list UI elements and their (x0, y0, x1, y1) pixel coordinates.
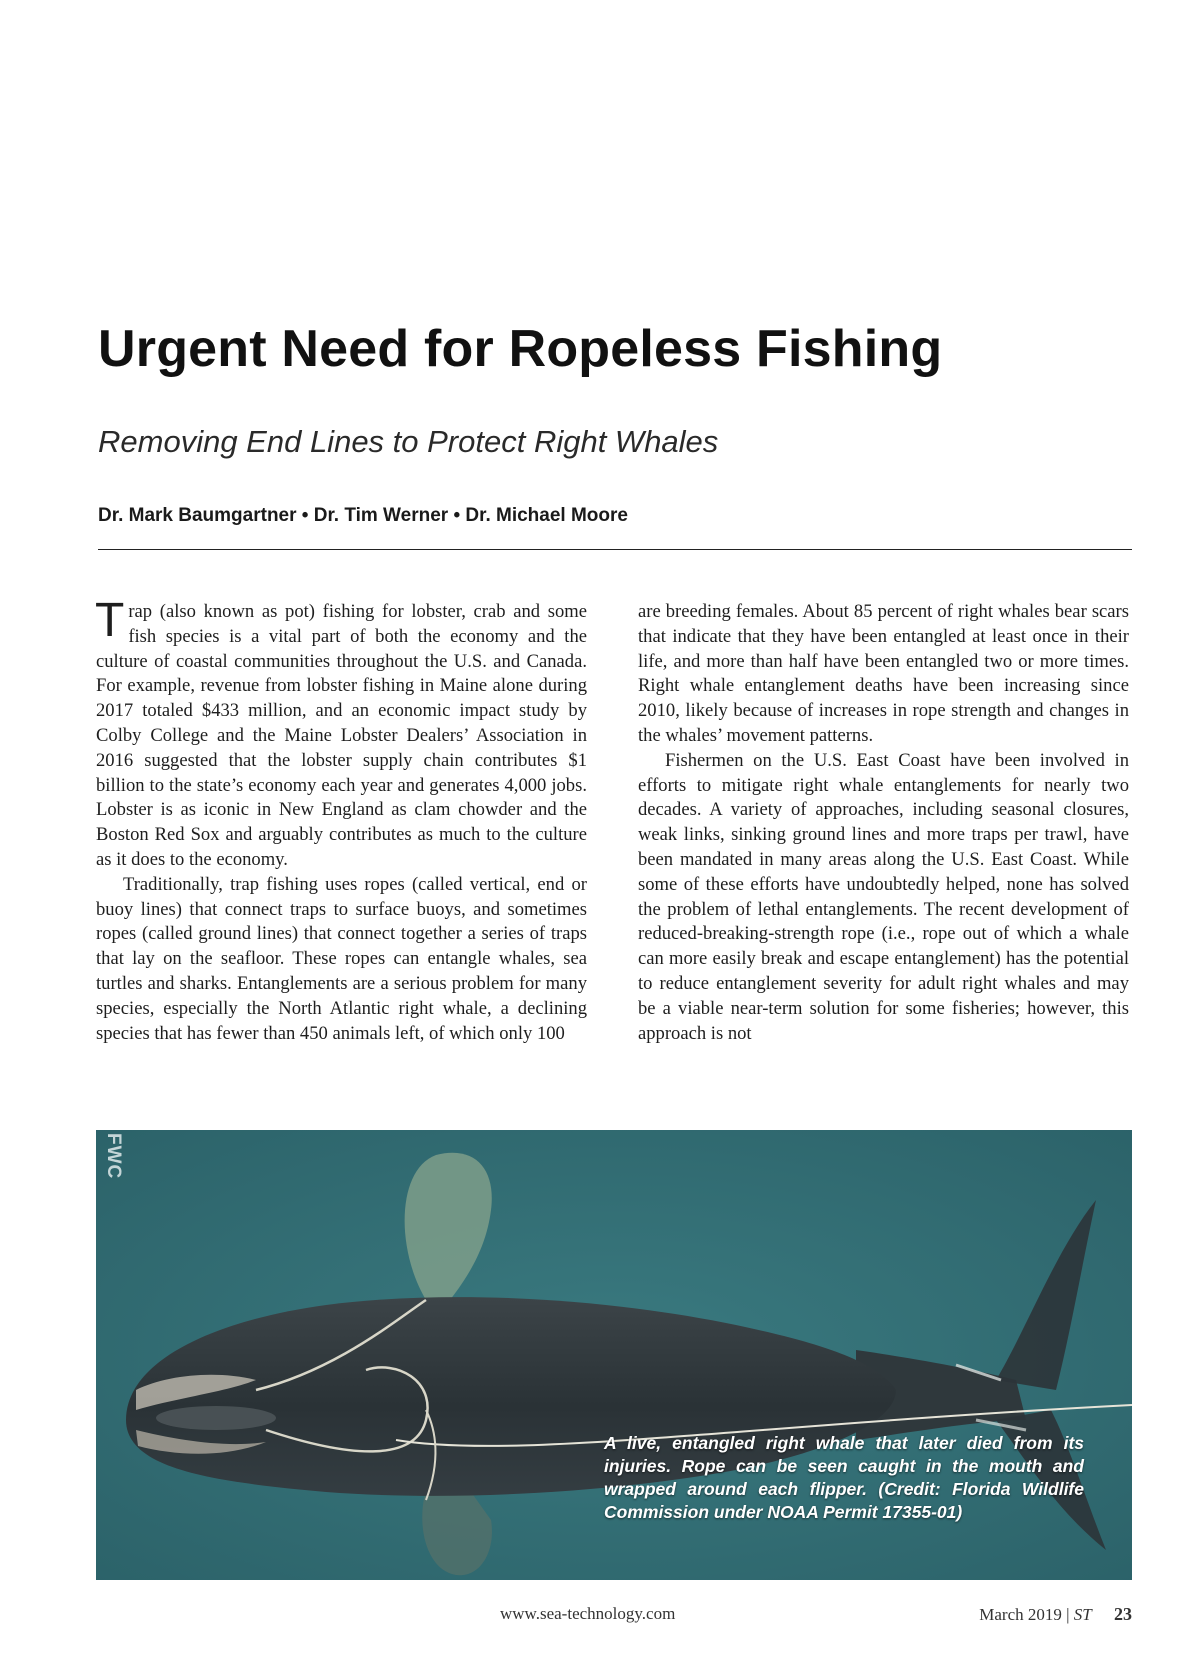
paragraph-1-text: rap (also known as pot) fishing for lobster, crab and some fish species is a vital part of both the economy and the culture of coastal communities throughout the U.S. and Canada. For example, revenue from lobster fishing in Maine alone during 2017 totaled $433 million, and an economic impact study by Colby College and the Maine Lobster Dealers’ Association in 2016 suggested that the lobster supply chain contributes $1 billion to the state’s economy each year and generates 4,000 jobs. Lobster is as iconic in New England as clam chowder and the Boston Red Sox and arguably contributes as much to the culture as it does to the economy. (96, 601, 587, 870)
header-divider (98, 549, 1132, 550)
photo-watermark: FWC (103, 1133, 124, 1180)
magazine-abbrev: ST (1073, 1605, 1092, 1624)
article-subtitle: Removing End Lines to Protect Right Whales (98, 424, 719, 459)
paragraph-3: are breeding females. About 85 percent of right whales bear scars that indicate that they have been entangled at least once in their life, and more than half have been entangled two or more times. Right whale entanglement deaths have been increasing since 2010, likely because of increases in rope strength and changes in the whales’ movement patterns. (638, 601, 1129, 746)
paragraph-4: Fishermen on the U.S. East Coast have been involved in efforts to mitigate right whale entanglements for nearly two decades. A variety of approaches, including seasonal closures, weak links, sinking ground lines and more traps per trawl, have been mandated in many areas along the U.S. East Coast. While some of these efforts have undoubtedly helped, none has solved the problem of lethal entanglements. The recent development of reduced-breaking-strength rope (i.e., rope out of which a whale can more easily break and escape entanglement) has the potential to reduce entanglement severity for adult right whales and may be a viable near-term solution for some fisheries; however, this approach is not (638, 749, 1129, 1044)
drop-cap: T (95, 594, 125, 647)
article-title: Urgent Need for Ropeless Fishing (98, 320, 943, 378)
body-column-right (638, 600, 1129, 1046)
paragraph-1 (95, 594, 587, 873)
article-authors: Dr. Mark Baumgartner • Dr. Tim Werner • Dr. Michael Moore (98, 505, 628, 526)
paragraph-2: Traditionally, trap fishing uses ropes (called vertical, end or buoy lines) that connect traps to surface buoys, and sometimes ropes (called ground lines) that connect together a series of traps that lay on the seafloor. These ropes can entangle whales, sea turtles and sharks. Entanglements are a serious problem for many species, especially the North Atlantic right whale, a declining species that has fewer than 450 animals left, of which only 100 (96, 873, 587, 1044)
body-column-left (95, 594, 587, 1046)
footer-url[interactable]: www.sea-technology.com (500, 1604, 676, 1623)
photo-caption: A live, entangled right whale that later died from its injuries. Rope can be seen caught in the mouth and wrapped around each flipper. (Credit: Florida Wildlife Commission under NOAA Permit 17355-01) (604, 1433, 1084, 1522)
issue-date: March 2019 | (979, 1605, 1070, 1624)
footer-issue (979, 1604, 1132, 1625)
page-number: 23 (1114, 1604, 1132, 1624)
